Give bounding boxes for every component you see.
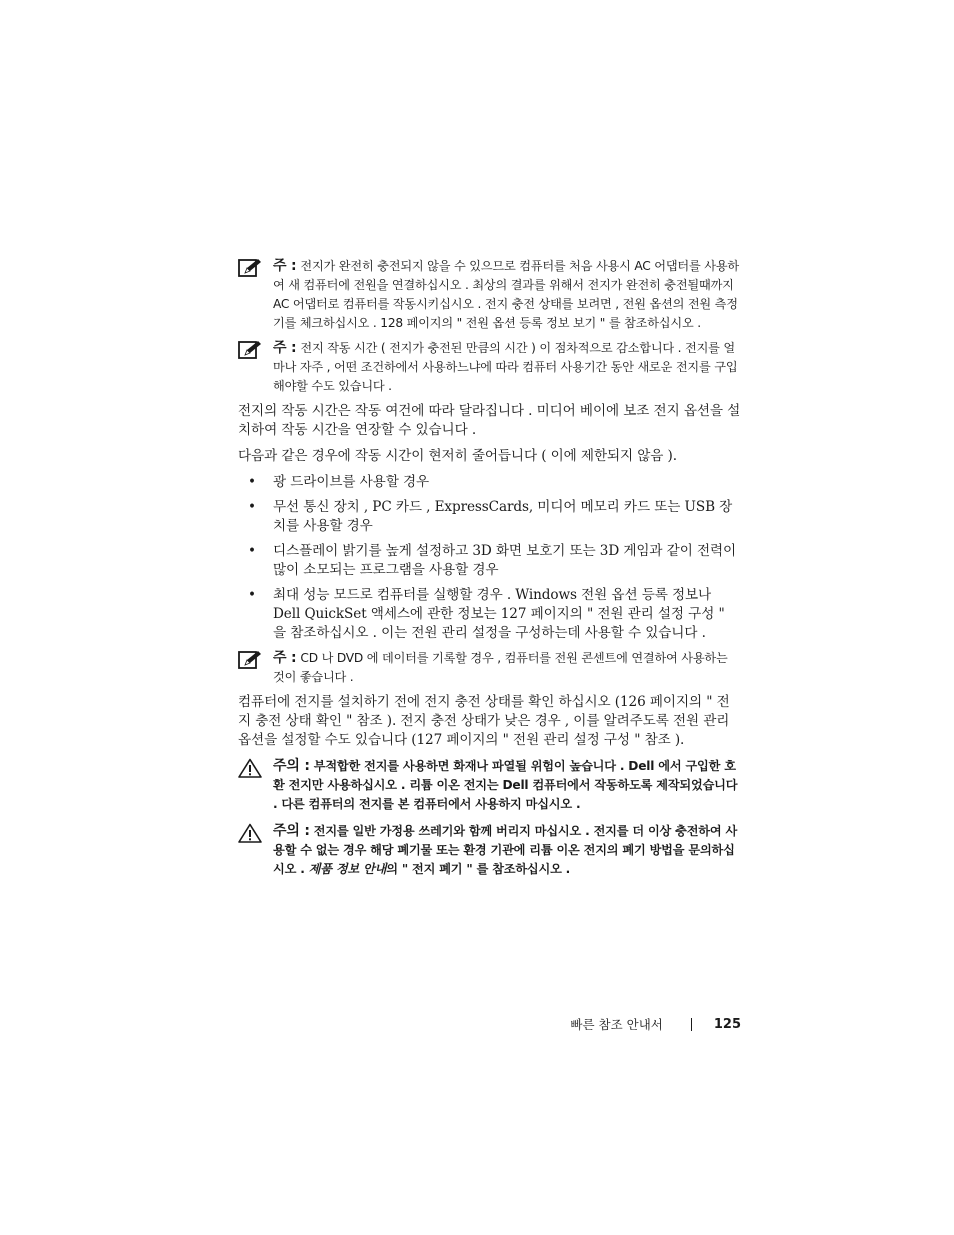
caution-block-incompatible-battery	[238, 757, 741, 814]
pencil-note-icon	[238, 258, 262, 278]
note-block-initial-charge	[238, 257, 741, 333]
caution-text	[273, 822, 741, 879]
caution-body: 부적합한 전지를 사용하면 화재나 파열될 위험이 높습니다 . Dell 에서 구입한 호환 전지만 사용하십시오 . 리튬 이온 전지는 Dell 컴퓨터에서 작동하도록 제작되었습니다 . 다른 컴퓨터의 전지를 본 컴퓨터에서 사용하지 마십시오 .	[273, 759, 738, 811]
bullet-icon: •	[248, 499, 256, 515]
page-footer	[570, 1015, 741, 1033]
footer-separator	[691, 1018, 692, 1031]
list-item	[238, 498, 741, 536]
caution-block-battery-disposal	[238, 822, 741, 879]
warning-triangle-icon	[238, 758, 262, 778]
note-label: 주 :	[273, 258, 297, 274]
caution-body: 전지를 일반 가정용 쓰레기와 함께 버리지 마십시오 . 전지를 더 이상 충전하여 사용할 수 없는 경우 해당 폐기물 또는 환경 기관에 리튬 이온 전지의 폐기 방법을 문의하십시오 .	[273, 824, 738, 876]
list-item-text: 최대 성능 모드로 컴퓨터를 실행할 경우 . Windows 전원 옵션 등록 정보나 Dell QuickSet 액세스에 관한 정보는 127 페이지의 " 전원 관리 설정 구성 " 을 참조하십시오 . 이는 전원 관리 설정을 구성하는데 사용할 수 있습니다 .	[273, 587, 725, 641]
caution-label: 주의 :	[273, 823, 310, 839]
note-text	[273, 339, 741, 396]
caution-body-end: 의 " 전지 폐기 " 를 참조하십시오 .	[386, 862, 571, 876]
caution-label: 주의 :	[273, 758, 310, 774]
paragraph-operating-time: 전지의 작동 시간은 작동 여건에 따라 달라집니다 . 미디어 베이에 보조 전지 옵션을 설치하여 작동 시간을 연장할 수 있습니다 .	[238, 403, 741, 438]
note-label: 주 :	[273, 650, 297, 666]
page-number: 125	[713, 1016, 741, 1032]
bullet-icon: •	[248, 474, 256, 490]
list-item	[238, 542, 741, 580]
pencil-note-icon	[238, 340, 262, 360]
caution-text	[273, 757, 741, 814]
paragraph-check-charge: 컴퓨터에 전지를 설치하기 전에 전지 충전 상태를 확인 하십시오 (126 페이지의 " 전지 충전 상태 확인 " 참조 ). 전지 충전 상태가 낮은 경우 , 이를 알려주도록 전원 관리 옵션을 설정할 수도 있습니다 (127 페이지의 " 전원 관리 설정 구성 " 참조 ).	[238, 694, 730, 748]
note-text	[273, 649, 741, 687]
note-label: 주 :	[273, 340, 297, 356]
note-body: CD 나 DVD 에 데이터를 기록할 경우 , 컴퓨터를 전원 콘센트에 연결하여 사용하는 것이 좋습니다 .	[273, 651, 728, 684]
paragraph-reduced-time-intro: 다음과 같은 경우에 작동 시간이 현저히 줄어듭니다 ( 이에 제한되지 않음 ).	[238, 448, 677, 464]
note-body: 전지 작동 시간 ( 전지가 충전된 만큼의 시간 ) 이 점차적으로 감소합니다 . 전지를 얼마나 자주 , 어떤 조건하에서 사용하느냐에 따라 컴퓨터 사용기간 동안 새로운 전지를 구입해야할 수도 있습니다 .	[273, 341, 738, 393]
list-item-text: 광 드라이브를 사용할 경우	[273, 474, 430, 490]
list-item-text: 디스플레이 밝기를 높게 설정하고 3D 화면 보호기 또는 3D 게임과 같이 전력이 많이 소모되는 프로그램을 사용할 경우	[273, 543, 737, 578]
note-block-cd-dvd	[238, 649, 741, 687]
list-item	[238, 473, 741, 492]
bullet-icon: •	[248, 587, 256, 603]
warning-triangle-icon	[238, 823, 262, 843]
bullet-list-reduced-time	[238, 473, 741, 643]
note-text	[273, 257, 741, 333]
pencil-note-icon	[238, 650, 262, 670]
list-item-text: 무선 통신 장치 , PC 카드 , ExpressCards, 미디어 메모리 카드 또는 USB 장치를 사용할 경우	[273, 499, 733, 534]
document-page	[238, 257, 741, 887]
footer-section-title: 빠른 참조 안내서	[570, 1017, 663, 1032]
note-body: 전지가 완전히 충전되지 않을 수 있으므로 컴퓨터를 처음 사용시 AC 어댑터를 사용하여 새 컴퓨터에 전원을 연결하십시오 . 최상의 결과를 위해서 전지가 완전히 충전될때까지 AC 어댑터로 컴퓨터를 작동시키십시오 . 전지 충전 상태를 보려면 , 전원 옵션의 전원 측정기를 체크하십시오 . 128 페이지의 " 전원 옵션 등록 정보 보기 " 를 참조하십시오 .	[273, 259, 739, 330]
list-item	[238, 586, 741, 643]
bullet-icon: •	[248, 543, 256, 559]
product-info-guide-title: 제품 정보 안내	[308, 862, 387, 876]
note-block-operating-time	[238, 339, 741, 396]
